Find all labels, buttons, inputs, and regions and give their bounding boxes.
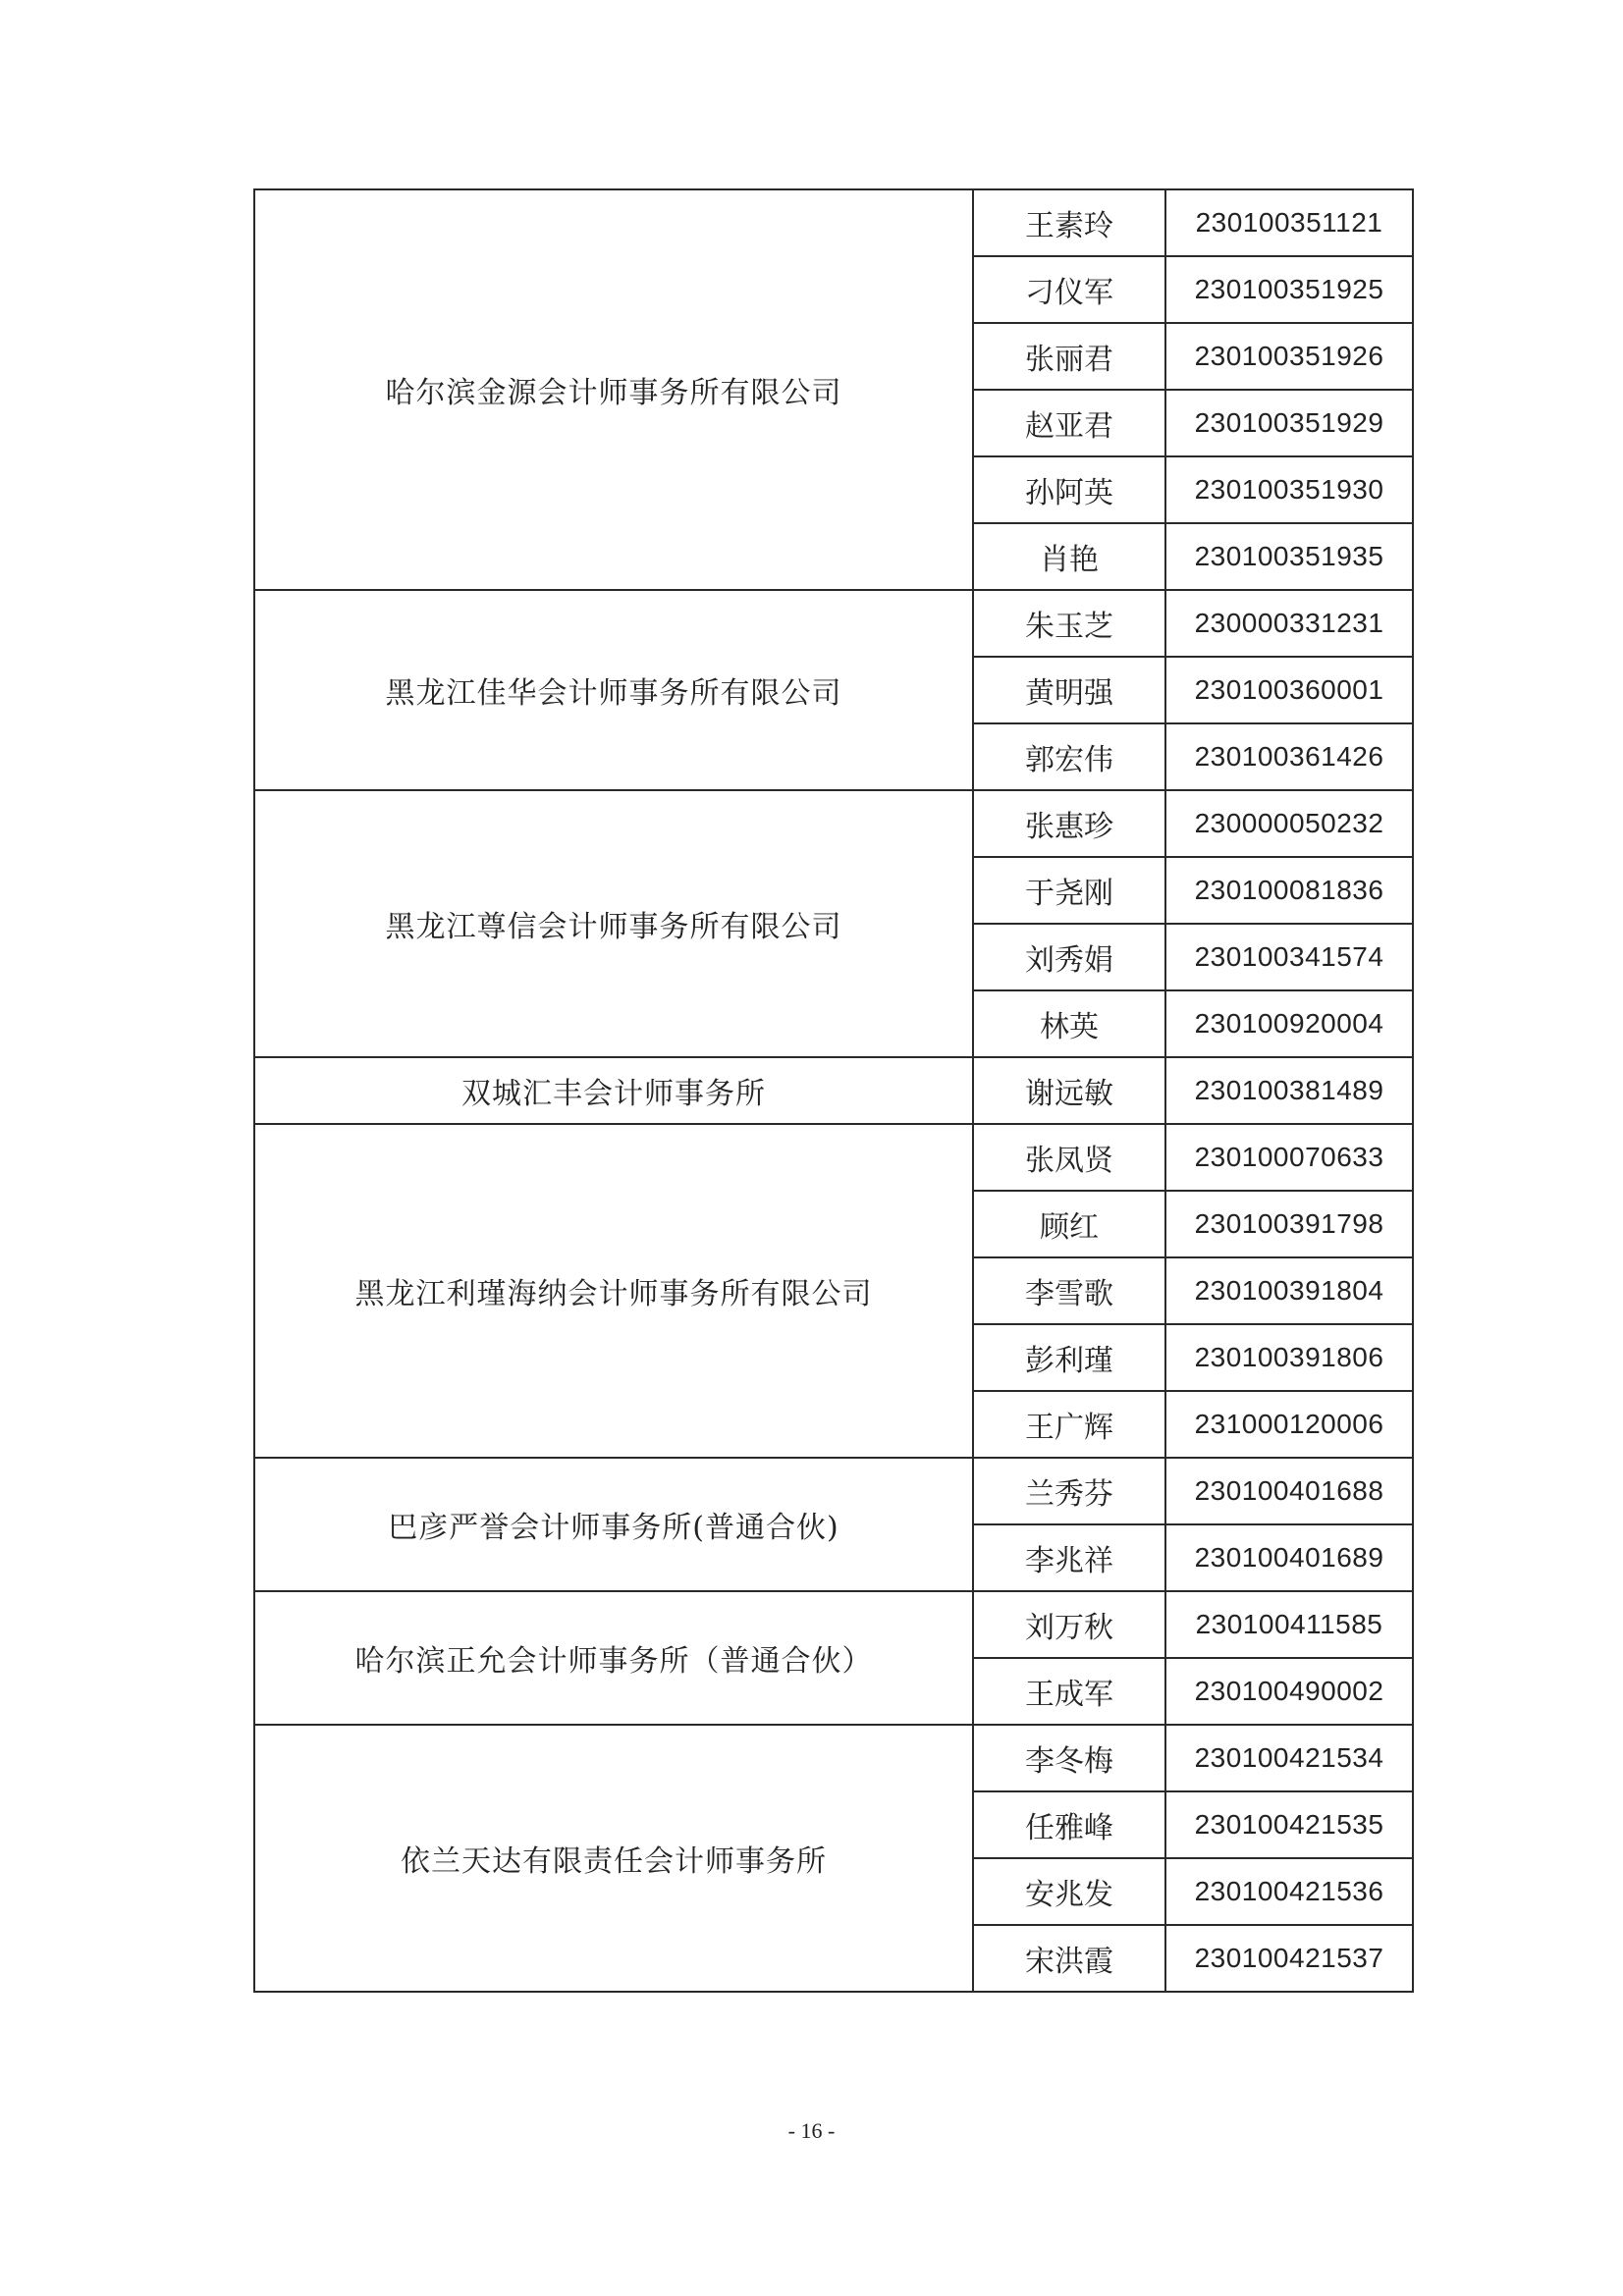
firm-name-cell: 黑龙江利瑾海纳会计师事务所有限公司 <box>254 1124 973 1458</box>
cpa-registry-table <box>253 188 1414 1993</box>
certificate-number-cell: 230100351929 <box>1165 390 1413 456</box>
table-row <box>254 189 1413 256</box>
accountant-name-cell: 黄明强 <box>973 657 1165 723</box>
accountant-name-cell: 王广辉 <box>973 1391 1165 1458</box>
certificate-number-cell: 230100081836 <box>1165 857 1413 924</box>
table-row <box>254 1124 1413 1191</box>
table-row <box>254 790 1413 857</box>
table-row <box>254 1458 1413 1524</box>
certificate-number-cell: 230100351121 <box>1165 189 1413 256</box>
certificate-number-cell: 230100351930 <box>1165 456 1413 523</box>
firm-name-cell: 哈尔滨金源会计师事务所有限公司 <box>254 189 973 590</box>
certificate-number-cell: 230100490002 <box>1165 1658 1413 1725</box>
certificate-number-cell: 230100381489 <box>1165 1057 1413 1124</box>
firm-name-cell: 黑龙江佳华会计师事务所有限公司 <box>254 590 973 790</box>
certificate-number-cell: 230100401689 <box>1165 1524 1413 1591</box>
accountant-name-cell: 刁仪军 <box>973 256 1165 323</box>
firm-name-cell: 黑龙江尊信会计师事务所有限公司 <box>254 790 973 1057</box>
accountant-name-cell: 李冬梅 <box>973 1725 1165 1791</box>
accountant-name-cell: 郭宏伟 <box>973 723 1165 790</box>
accountant-name-cell: 彭利瑾 <box>973 1324 1165 1391</box>
page-number: - 16 - <box>787 2118 836 2143</box>
accountant-name-cell: 刘秀娟 <box>973 924 1165 990</box>
accountant-name-cell: 孙阿英 <box>973 456 1165 523</box>
accountant-name-cell: 林英 <box>973 990 1165 1057</box>
certificate-number-cell: 230100391804 <box>1165 1257 1413 1324</box>
accountant-name-cell: 朱玉芝 <box>973 590 1165 657</box>
accountant-name-cell: 李兆祥 <box>973 1524 1165 1591</box>
accountant-name-cell: 肖艳 <box>973 523 1165 590</box>
certificate-number-cell: 230100421536 <box>1165 1858 1413 1925</box>
accountant-name-cell: 任雅峰 <box>973 1791 1165 1858</box>
accountant-name-cell: 谢远敏 <box>973 1057 1165 1124</box>
accountant-name-cell: 张丽君 <box>973 323 1165 390</box>
registry-body <box>254 189 1413 1992</box>
table-row <box>254 1591 1413 1658</box>
accountant-name-cell: 顾红 <box>973 1191 1165 1257</box>
table-row <box>254 1057 1413 1124</box>
certificate-number-cell: 230100341574 <box>1165 924 1413 990</box>
accountant-name-cell: 王成军 <box>973 1658 1165 1725</box>
accountant-name-cell: 安兆发 <box>973 1858 1165 1925</box>
certificate-number-cell: 230100351926 <box>1165 323 1413 390</box>
accountant-name-cell: 兰秀芬 <box>973 1458 1165 1524</box>
certificate-number-cell: 230100351925 <box>1165 256 1413 323</box>
accountant-name-cell: 赵亚君 <box>973 390 1165 456</box>
accountant-name-cell: 宋洪霞 <box>973 1925 1165 1992</box>
certificate-number-cell: 230100401688 <box>1165 1458 1413 1524</box>
certificate-number-cell: 231000120006 <box>1165 1391 1413 1458</box>
certificate-number-cell: 230100351935 <box>1165 523 1413 590</box>
certificate-number-cell: 230100070633 <box>1165 1124 1413 1191</box>
accountant-name-cell: 刘万秋 <box>973 1591 1165 1658</box>
certificate-number-cell: 230100421535 <box>1165 1791 1413 1858</box>
certificate-number-cell: 230000050232 <box>1165 790 1413 857</box>
firm-name-cell: 巴彦严誉会计师事务所(普通合伙) <box>254 1458 973 1591</box>
certificate-number-cell: 230100360001 <box>1165 657 1413 723</box>
table-row <box>254 1725 1413 1791</box>
certificate-number-cell: 230100421534 <box>1165 1725 1413 1791</box>
certificate-number-cell: 230100421537 <box>1165 1925 1413 1992</box>
accountant-name-cell: 张凤贤 <box>973 1124 1165 1191</box>
certificate-number-cell: 230100361426 <box>1165 723 1413 790</box>
certificate-number-cell: 230000331231 <box>1165 590 1413 657</box>
certificate-number-cell: 230100391806 <box>1165 1324 1413 1391</box>
accountant-name-cell: 张惠珍 <box>973 790 1165 857</box>
table-row <box>254 590 1413 657</box>
accountant-name-cell: 李雪歌 <box>973 1257 1165 1324</box>
accountant-name-cell: 于尧刚 <box>973 857 1165 924</box>
certificate-number-cell: 230100391798 <box>1165 1191 1413 1257</box>
firm-name-cell: 哈尔滨正允会计师事务所（普通合伙） <box>254 1591 973 1725</box>
certificate-number-cell: 230100411585 <box>1165 1591 1413 1658</box>
certificate-number-cell: 230100920004 <box>1165 990 1413 1057</box>
firm-name-cell: 双城汇丰会计师事务所 <box>254 1057 973 1124</box>
accountant-name-cell: 王素玲 <box>973 189 1165 256</box>
firm-name-cell: 依兰天达有限责任会计师事务所 <box>254 1725 973 1992</box>
